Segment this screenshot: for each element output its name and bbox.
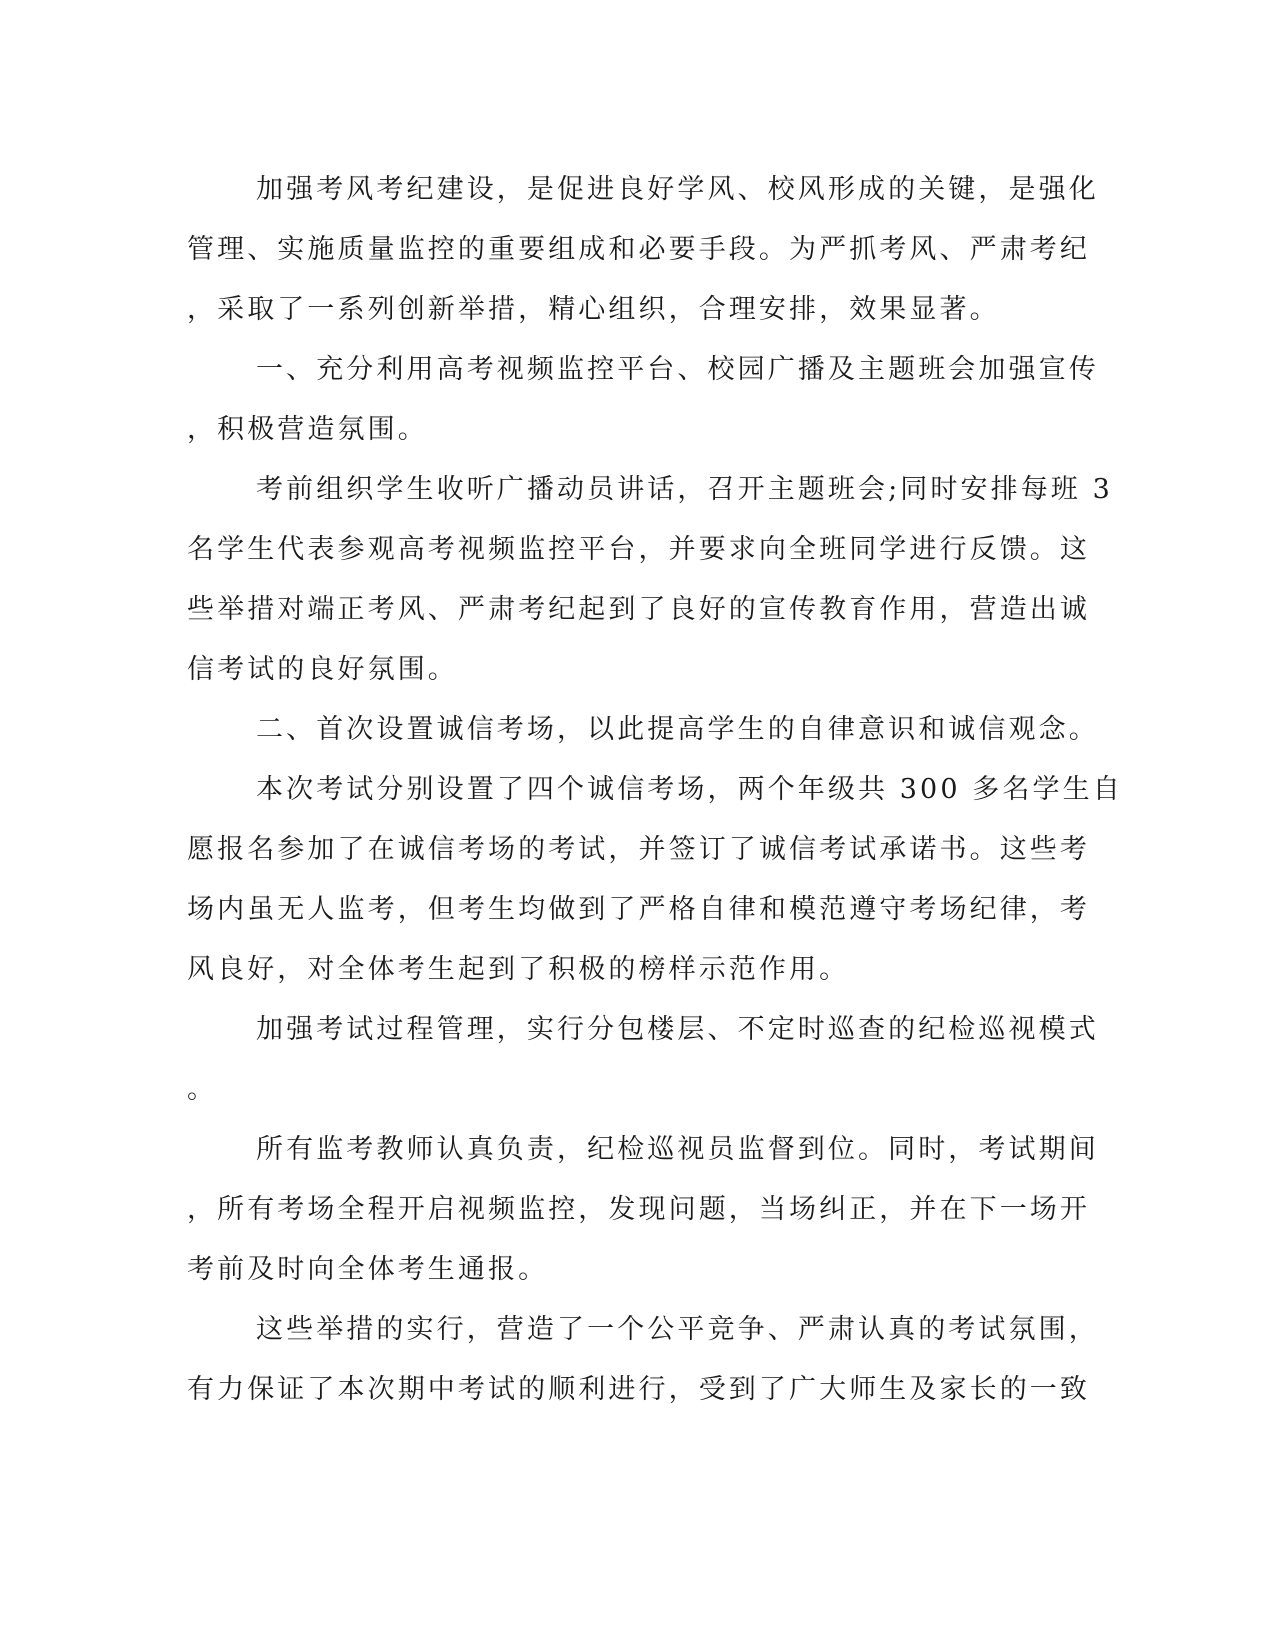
paragraph-line: 这些举措的实行，营造了一个公平竞争、严肃认真的考试氛围，	[256, 1314, 1099, 1345]
paragraph-line: 名学生代表参观高考视频监控平台，并要求向全班同学进行反馈。这	[187, 534, 1090, 565]
paragraph-line: 愿报名参加了在诚信考场的考试，并签订了诚信考试承诺书。这些考	[187, 834, 1090, 865]
paragraph-line: ，所有考场全程开启视频监控，发现问题，当场纠正，并在下一场开	[187, 1194, 1090, 1225]
paragraph-line: 本次考试分别设置了四个诚信考场，两个年级共 300 多名学生自	[256, 774, 1123, 805]
paragraph-line: 考前组织学生收听广播动员讲话，召开主题班会;同时安排每班 3	[256, 474, 1113, 505]
paragraph-line: 加强考风考纪建设，是促进良好学风、校风形成的关键，是强化	[256, 174, 1099, 205]
paragraph-line: 信考试的良好氛围。	[187, 654, 458, 685]
paragraph-line: 场内虽无人监考，但考生均做到了严格自律和模范遵守考场纪律，考	[187, 894, 1090, 925]
section-heading-line: 加强考试过程管理，实行分包楼层、不定时巡查的纪检巡视模式	[256, 1014, 1099, 1045]
paragraph-line: 有力保证了本次期中考试的顺利进行，受到了广大师生及家长的一致	[187, 1374, 1090, 1405]
section-heading-line: 。	[187, 1074, 218, 1105]
document-body	[187, 160, 1123, 1420]
paragraph-line: 考前及时向全体考生通报。	[187, 1254, 549, 1285]
section-heading-line: ，积极营造氛围。	[187, 414, 428, 445]
section-heading-line: 一、充分利用高考视频监控平台、校园广播及主题班会加强宣传	[256, 354, 1099, 385]
paragraph-line: 所有监考教师认真负责，纪检巡视员监督到位。同时，考试期间	[256, 1134, 1099, 1165]
paragraph-line: 些举措对端正考风、严肃考纪起到了良好的宣传教育作用，营造出诚	[187, 594, 1090, 625]
paragraph-line: 管理、实施质量监控的重要组成和必要手段。为严抓考风、严肃考纪	[187, 234, 1090, 265]
paragraph-line: ，采取了一系列创新举措，精心组织，合理安排，效果显著。	[187, 294, 1000, 325]
section-heading-line: 二、首次设置诚信考场，以此提高学生的自律意识和诚信观念。	[256, 714, 1099, 745]
paragraph-line: 风良好，对全体考生起到了积极的榜样示范作用。	[187, 954, 850, 985]
